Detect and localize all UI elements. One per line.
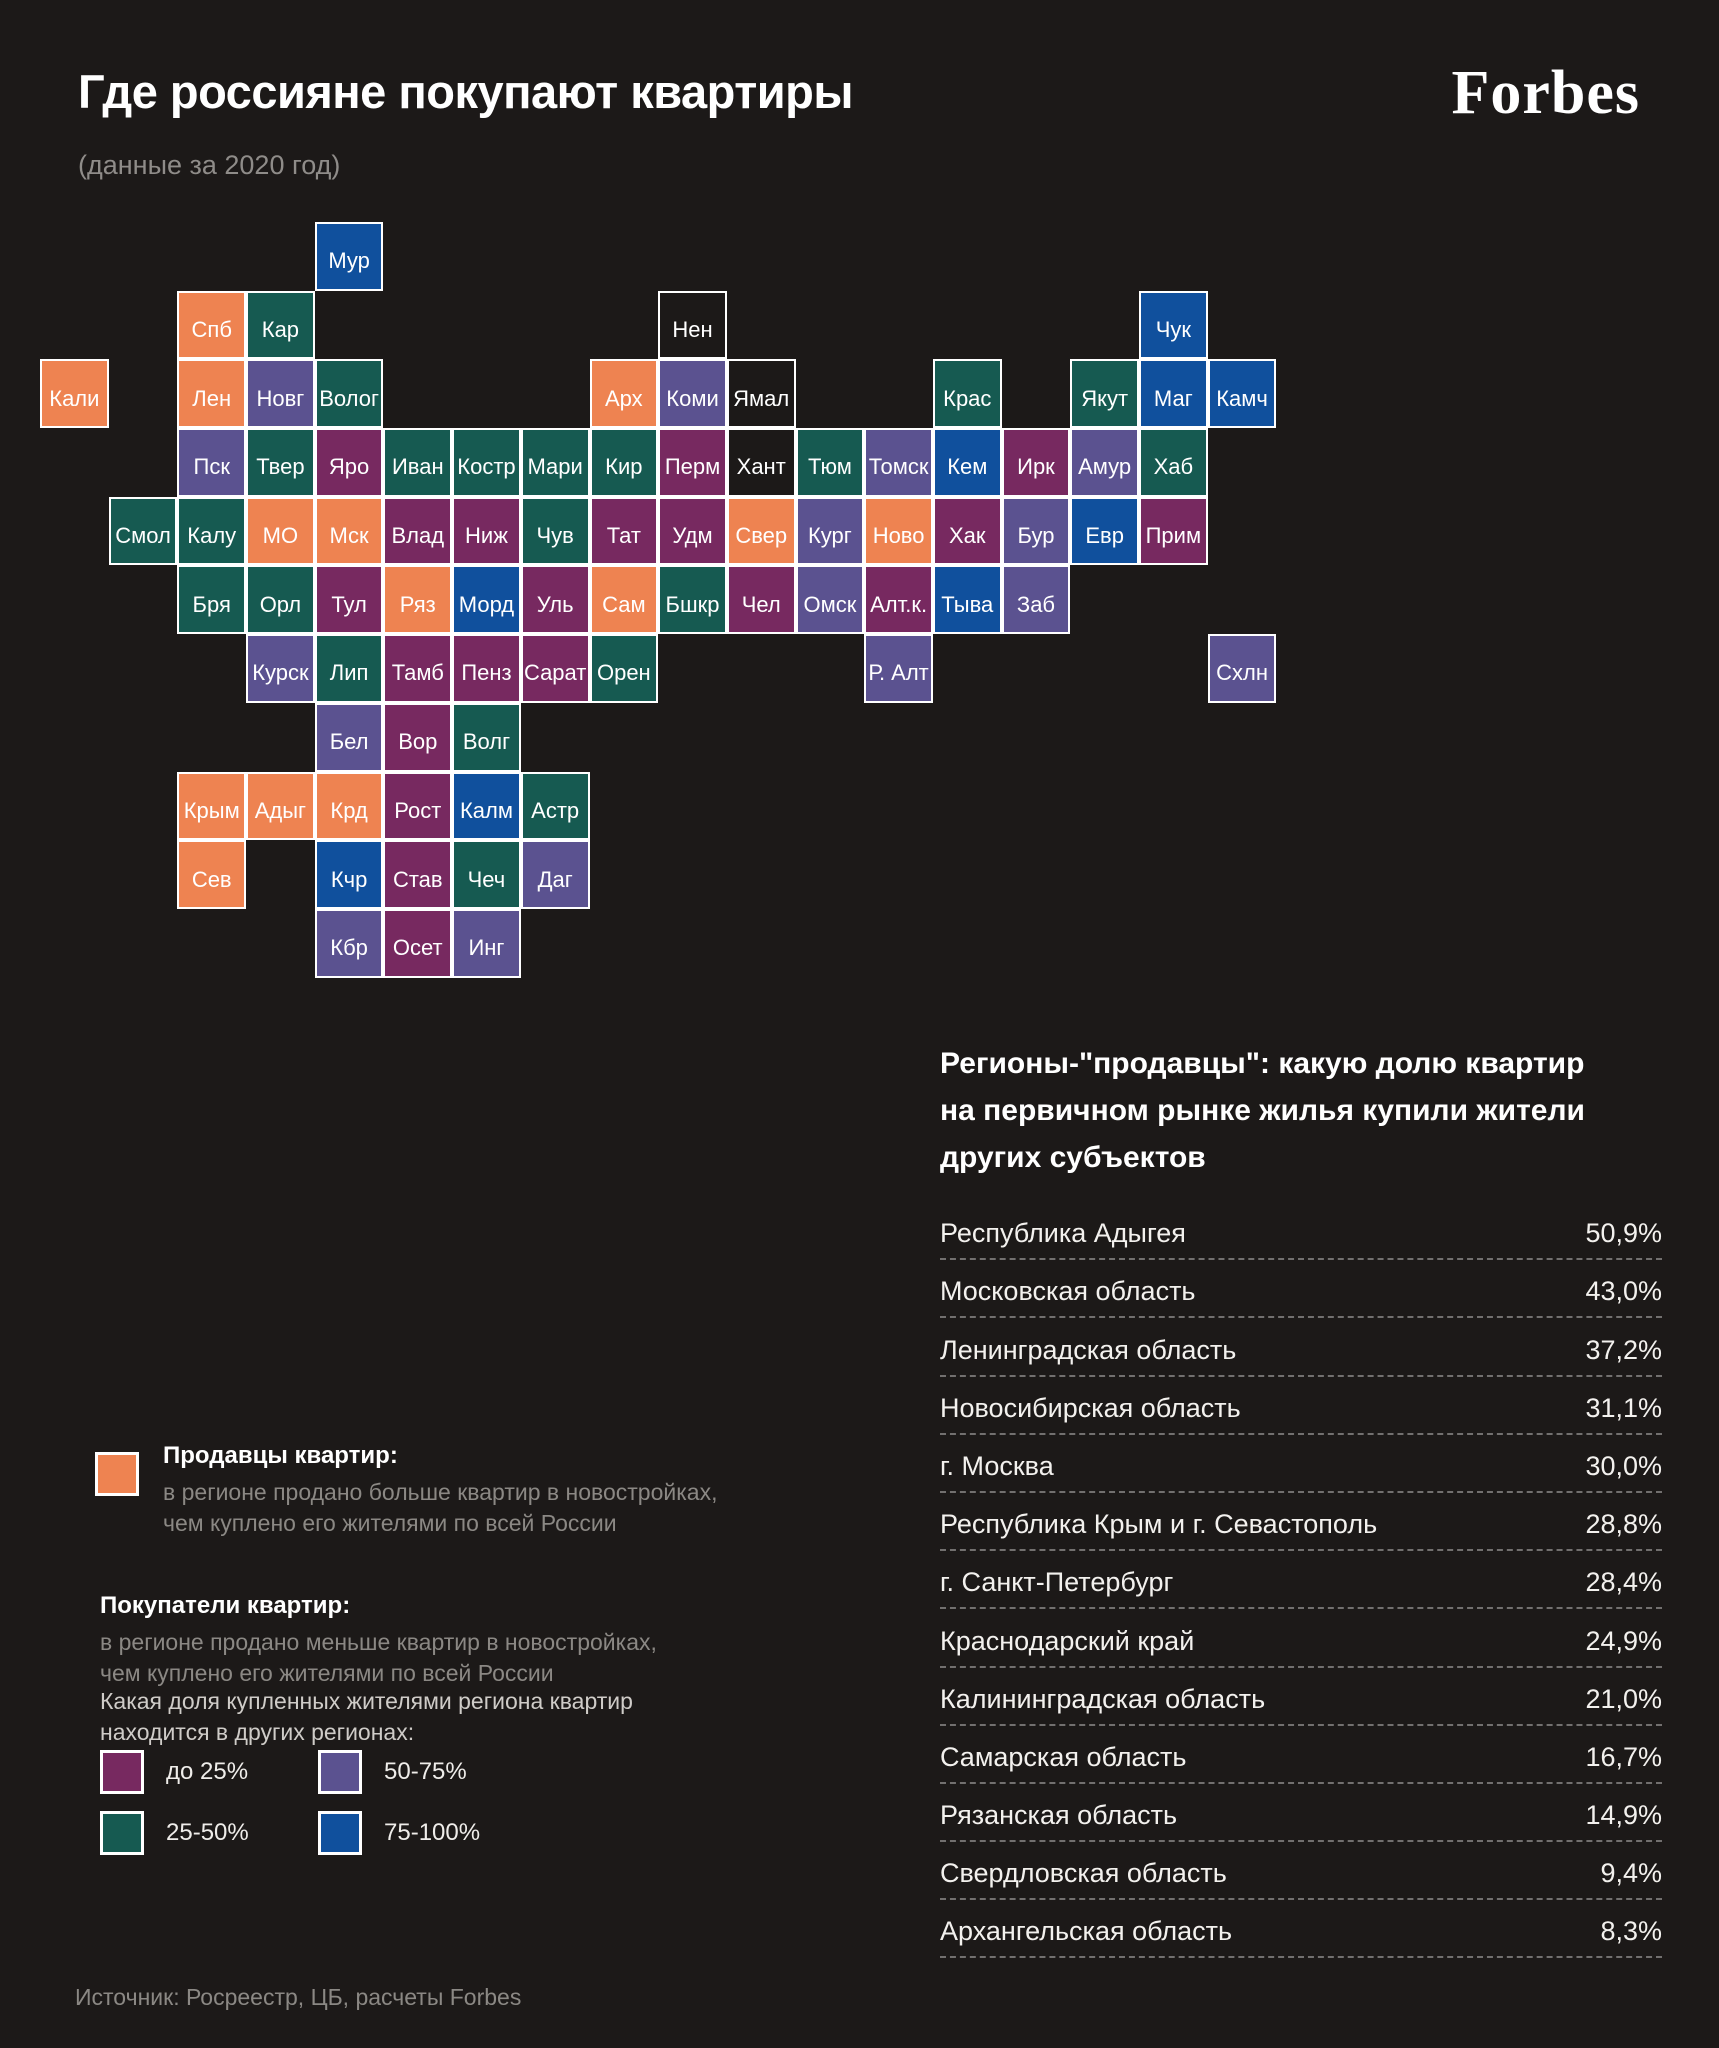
region-tile-label: Заб <box>1016 591 1056 617</box>
ranking-heading-line2: на первичном рынке жилья купили жители <box>940 1094 1585 1127</box>
ranking-region-share: 24,9% <box>1585 1625 1662 1656</box>
region-tile-label: Тыва <box>941 591 994 617</box>
region-tile-Сам <box>590 565 659 634</box>
region-tile-label: Яро <box>328 454 370 480</box>
region-tile-Удм <box>658 497 727 566</box>
region-tile-label: Бел <box>329 729 369 755</box>
buyer-legend-desc <box>100 1627 657 1689</box>
region-tile-label: Удм <box>672 523 713 549</box>
region-tile-Свер <box>727 497 796 566</box>
forbes-logo: Forbes <box>1451 59 1640 127</box>
region-tile-Хаб <box>1139 428 1208 497</box>
region-tile-label: Калм <box>459 797 513 823</box>
region-tile-label: Инг <box>468 935 505 961</box>
ranking-row <box>940 1900 1662 1958</box>
region-tile-Перм <box>658 428 727 497</box>
region-tile-Морд <box>452 565 521 634</box>
region-tile-Яро <box>315 428 384 497</box>
region-tile-label: Хаб <box>1153 454 1194 480</box>
region-tile-label: Перм <box>664 454 721 480</box>
region-tile-Бшкр <box>658 565 727 634</box>
region-tile-label: Нен <box>672 317 713 343</box>
ranking-row <box>940 1377 1662 1435</box>
region-tile-Вор <box>383 703 452 772</box>
region-tile-Тамб <box>383 634 452 703</box>
region-tile-label: Хант <box>736 454 786 480</box>
region-tile-Волог <box>315 359 384 428</box>
buyer-legend-title: Покупатели квартир: <box>100 1592 351 1619</box>
region-tile-label: Осет <box>392 935 443 961</box>
seller-legend-desc <box>163 1477 717 1539</box>
region-tile-label: Камч <box>1216 385 1268 411</box>
region-tile-label: Костр <box>457 454 516 480</box>
ranking-heading-line1: Регионы-"продавцы": какую долю квартир <box>940 1047 1585 1080</box>
ranking-region-name: Рязанская область <box>940 1800 1178 1831</box>
region-tile-label: Евр <box>1085 523 1124 549</box>
region-tile-label: Орл <box>259 591 302 617</box>
seller-legend-title: Продавцы квартир: <box>163 1442 398 1469</box>
page-subtitle: (данные за 2020 год) <box>78 150 341 180</box>
ranking-row <box>940 1726 1662 1784</box>
region-tile-label: Чел <box>741 591 781 617</box>
region-tile-Рост <box>383 772 452 841</box>
region-tile-Кем <box>933 428 1002 497</box>
region-tile-label: МО <box>262 523 299 549</box>
region-tile-Евр <box>1070 497 1139 566</box>
ranking-region-share: 37,2% <box>1585 1334 1662 1365</box>
region-tile-Смол <box>109 497 178 566</box>
region-tile-Ямал <box>727 359 796 428</box>
region-tile-label: Став <box>392 866 443 892</box>
ranking-row <box>940 1842 1662 1900</box>
region-tile-Заб <box>1002 565 1071 634</box>
region-tile-Крас <box>933 359 1002 428</box>
region-tile-label: Адыг <box>254 797 307 823</box>
region-tile-Тул <box>315 565 384 634</box>
region-tile-label: Тюм <box>807 454 852 480</box>
share-legend-swatch-p75_100 <box>318 1811 362 1855</box>
region-tile-label: Тат <box>606 523 641 549</box>
ranking-region-share: 43,0% <box>1585 1276 1662 1307</box>
region-tile-Волг <box>452 703 521 772</box>
region-tile-Калу <box>177 497 246 566</box>
buyer-legend-desc-line2: чем куплено его жителями по всей России <box>100 1660 554 1686</box>
region-tile-Бря <box>177 565 246 634</box>
region-tile-label: Ряз <box>399 591 436 617</box>
region-tile-label: Пенз <box>461 660 512 686</box>
region-tile-label: Орен <box>596 660 651 686</box>
ranking-panel <box>940 1040 1662 1958</box>
region-tile-Адыг <box>246 772 315 841</box>
region-tile-label: Кир <box>605 454 643 480</box>
ranking-region-name: Республика Крым и г. Севастополь <box>940 1509 1378 1540</box>
region-tile-label: Ниж <box>465 523 508 549</box>
region-tile-Кир <box>590 428 659 497</box>
region-tile-label: Лип <box>329 660 369 686</box>
region-tile-Кург <box>796 497 865 566</box>
region-tile-Сев <box>177 840 246 909</box>
region-tile-label: Бур <box>1017 523 1055 549</box>
region-tile-Влад <box>383 497 452 566</box>
region-tile-Уль <box>521 565 590 634</box>
ranking-region-name: Новосибирская область <box>940 1392 1241 1423</box>
region-tile-label: Кург <box>807 523 852 549</box>
region-tile-label: Свер <box>735 523 788 549</box>
seller-legend-desc-line2: чем куплено его жителями по всей России <box>163 1510 617 1536</box>
region-tile-Став <box>383 840 452 909</box>
region-tile-label: Кар <box>261 317 300 343</box>
ranking-region-name: Свердловская область <box>940 1858 1227 1889</box>
region-tile-label: Ново <box>872 523 925 549</box>
share-legend-item-lt25 <box>100 1750 318 1794</box>
region-tile-label: Тамб <box>391 660 444 686</box>
region-tile-Амур <box>1070 428 1139 497</box>
buyer-legend <box>100 1592 657 1689</box>
region-tile-label: Якут <box>1081 385 1129 411</box>
region-tile-label: Бря <box>192 591 231 617</box>
region-tile-label: Кали <box>49 385 100 411</box>
region-tile-Хак <box>933 497 1002 566</box>
region-tile-Тат <box>590 497 659 566</box>
region-tile-Камч <box>1208 359 1277 428</box>
region-tile-label: Чук <box>1155 317 1191 343</box>
region-tile-label: Мск <box>329 523 369 549</box>
region-tile-label: Спб <box>191 317 232 343</box>
share-legend-label: 25-50% <box>166 1819 249 1846</box>
region-tile-Спб <box>177 291 246 360</box>
region-tile-Мари <box>521 428 590 497</box>
region-tile-Чел <box>727 565 796 634</box>
region-tile-label: Арх <box>605 385 643 411</box>
ranking-region-name: Архангельская область <box>940 1916 1233 1947</box>
region-tile-Курск <box>246 634 315 703</box>
ranking-region-share: 21,0% <box>1585 1683 1662 1714</box>
region-tile-label: Томск <box>868 454 929 480</box>
ranking-region-share: 30,0% <box>1585 1450 1662 1481</box>
seller-color-swatch <box>95 1452 139 1496</box>
region-tile-label: Бшкр <box>665 591 720 617</box>
share-legend-label: до 25% <box>166 1758 249 1785</box>
region-tile-Р. Алт <box>864 634 933 703</box>
region-tile-Орл <box>246 565 315 634</box>
region-cartogram <box>40 222 1276 978</box>
region-tile-label: Кбр <box>330 935 368 961</box>
region-tile-Инг <box>452 909 521 978</box>
region-tile-Арх <box>590 359 659 428</box>
source-note: Источник: Росреестр, ЦБ, расчеты Forbes <box>75 1984 522 2010</box>
region-tile-Иван <box>383 428 452 497</box>
ranking-region-name: Республика Адыгея <box>940 1218 1186 1249</box>
region-tile-label: Сарат <box>523 660 587 686</box>
region-tile-label: Волог <box>319 385 379 411</box>
buyer-legend-desc-line1: в регионе продано меньше квартир в новостройках, <box>100 1629 657 1655</box>
region-tile-label: Сев <box>191 866 232 892</box>
ranking-row <box>940 1260 1662 1318</box>
ranking-region-name: Самарская область <box>940 1741 1187 1772</box>
region-tile-Твер <box>246 428 315 497</box>
region-tile-Прим <box>1139 497 1208 566</box>
region-tile-Крд <box>315 772 384 841</box>
region-tile-Тюм <box>796 428 865 497</box>
region-tile-Осет <box>383 909 452 978</box>
ranking-row <box>940 1784 1662 1842</box>
region-tile-label: Смол <box>115 523 171 549</box>
ranking-row <box>940 1493 1662 1551</box>
ranking-region-share: 50,9% <box>1585 1218 1662 1249</box>
ranking-region-name: Московская область <box>940 1276 1196 1307</box>
region-tile-label: Астр <box>531 797 580 823</box>
region-tile-Тыва <box>933 565 1002 634</box>
ranking-region-name: г. Москва <box>940 1450 1054 1481</box>
region-tile-label: Лен <box>192 385 232 411</box>
region-tile-label: Коми <box>666 385 719 411</box>
region-tile-label: Калу <box>187 523 237 549</box>
seller-legend-text <box>163 1442 717 1539</box>
share-legend-swatch-lt25 <box>100 1750 144 1794</box>
share-legend-item-p50_75 <box>318 1750 480 1794</box>
region-tile-Кчр <box>315 840 384 909</box>
region-tile-label: Прим <box>1145 523 1202 549</box>
ranking-region-share: 8,3% <box>1600 1916 1662 1947</box>
region-tile-label: Хак <box>949 523 986 549</box>
ranking-row <box>940 1609 1662 1667</box>
region-tile-Якут <box>1070 359 1139 428</box>
region-tile-Кар <box>246 291 315 360</box>
region-tile-label: Ямал <box>733 385 790 411</box>
ranking-region-share: 31,1% <box>1585 1392 1662 1423</box>
region-tile-Пенз <box>452 634 521 703</box>
region-tile-label: Уль <box>536 591 574 617</box>
region-tile-Костр <box>452 428 521 497</box>
ranking-row <box>940 1551 1662 1609</box>
region-tile-label: Кчр <box>330 866 368 892</box>
region-tile-Крым <box>177 772 246 841</box>
region-tile-label: Курск <box>252 660 309 686</box>
page-title: Где россияне покупают квартиры <box>78 65 853 118</box>
region-tile-Пск <box>177 428 246 497</box>
region-tile-МО <box>246 497 315 566</box>
region-tile-Нен <box>658 291 727 360</box>
share-note-line2: находится в других регионах: <box>100 1719 415 1745</box>
ranking-heading-line3: других субъектов <box>940 1141 1206 1174</box>
region-tile-Коми <box>658 359 727 428</box>
region-tile-label: Сам <box>602 591 646 617</box>
region-tile-label: Морд <box>458 591 515 617</box>
share-legend-swatch-p25_50 <box>100 1811 144 1855</box>
region-tile-Лен <box>177 359 246 428</box>
ranking-region-share: 9,4% <box>1600 1858 1662 1889</box>
region-tile-label: Алт.к. <box>870 591 928 617</box>
region-tile-Хант <box>727 428 796 497</box>
region-tile-label: Твер <box>256 454 305 480</box>
ranking-region-share: 28,4% <box>1585 1567 1662 1598</box>
ranking-region-share: 14,9% <box>1585 1800 1662 1831</box>
region-tile-Бур <box>1002 497 1071 566</box>
region-tile-Ново <box>864 497 933 566</box>
region-tile-label: Р. Алт <box>868 660 929 686</box>
region-tile-label: Чув <box>536 523 574 549</box>
region-tile-Мск <box>315 497 384 566</box>
region-tile-label: Тул <box>331 591 367 617</box>
region-tile-Даг <box>521 840 590 909</box>
region-tile-label: Вор <box>398 729 438 755</box>
region-tile-Чеч <box>452 840 521 909</box>
region-tile-Калм <box>452 772 521 841</box>
region-tile-Схлн <box>1208 634 1277 703</box>
region-tile-Астр <box>521 772 590 841</box>
region-tile-label: Маг <box>1153 385 1193 411</box>
ranking-region-name: г. Санкт-Петербург <box>940 1567 1174 1598</box>
region-tile-Сарат <box>521 634 590 703</box>
region-tile-label: Кем <box>947 454 988 480</box>
region-tile-Омск <box>796 565 865 634</box>
ranking-heading <box>940 1040 1662 1181</box>
region-tile-Бел <box>315 703 384 772</box>
region-tile-label: Омск <box>803 591 857 617</box>
seller-legend-desc-line1: в регионе продано больше квартир в новостройках, <box>163 1479 718 1505</box>
region-tile-Томск <box>864 428 933 497</box>
region-tile-label: Схлн <box>1216 660 1268 686</box>
region-tile-Кбр <box>315 909 384 978</box>
region-tile-label: Мур <box>328 248 370 274</box>
region-tile-label: Даг <box>537 866 573 892</box>
region-tile-Новг <box>246 359 315 428</box>
ranking-region-share: 28,8% <box>1585 1509 1662 1540</box>
region-tile-Орен <box>590 634 659 703</box>
region-tile-label: Чеч <box>467 866 506 892</box>
region-tile-Лип <box>315 634 384 703</box>
ranking-region-name: Калининградская область <box>940 1683 1266 1714</box>
share-legend-item-p75_100 <box>318 1811 480 1855</box>
region-tile-label: Крым <box>183 797 240 823</box>
share-legend-item-p25_50 <box>100 1811 318 1855</box>
ranking-row <box>940 1318 1662 1376</box>
region-tile-Маг <box>1139 359 1208 428</box>
region-tile-Мур <box>315 222 384 291</box>
region-tile-Ниж <box>452 497 521 566</box>
ranking-row <box>940 1668 1662 1726</box>
region-tile-label: Волг <box>462 729 511 755</box>
ranking-region-name: Краснодарский край <box>940 1625 1195 1656</box>
share-legend-swatch-p50_75 <box>318 1750 362 1794</box>
region-tile-Кали <box>40 359 109 428</box>
region-tile-Чув <box>521 497 590 566</box>
region-tile-label: Мари <box>527 454 583 480</box>
region-tile-label: Крд <box>330 797 368 823</box>
region-tile-label: Ирк <box>1017 454 1055 480</box>
share-legend-label: 50-75% <box>384 1758 467 1785</box>
region-tile-label: Пск <box>193 454 230 480</box>
region-tile-label: Крас <box>943 385 992 411</box>
region-tile-label: Иван <box>391 454 444 480</box>
share-note-line1: Какая доля купленных жителями региона квартир <box>100 1688 633 1714</box>
ranking-region-share: 16,7% <box>1585 1741 1662 1772</box>
region-tile-Ряз <box>383 565 452 634</box>
share-note <box>100 1686 633 1748</box>
region-tile-Алт.к. <box>864 565 933 634</box>
share-legend-label: 75-100% <box>384 1819 481 1846</box>
region-tile-Ирк <box>1002 428 1071 497</box>
region-tile-label: Новг <box>256 385 305 411</box>
seller-legend <box>95 1442 717 1539</box>
ranking-row <box>940 1202 1662 1260</box>
ranking-region-name: Ленинградская область <box>940 1334 1237 1365</box>
ranking-list <box>940 1202 1662 1958</box>
region-tile-Чук <box>1139 291 1208 360</box>
region-tile-label: Рост <box>394 797 442 823</box>
share-legend <box>100 1750 480 1855</box>
region-tile-label: Амур <box>1078 454 1132 480</box>
ranking-row <box>940 1435 1662 1493</box>
region-tile-label: Влад <box>391 523 445 549</box>
